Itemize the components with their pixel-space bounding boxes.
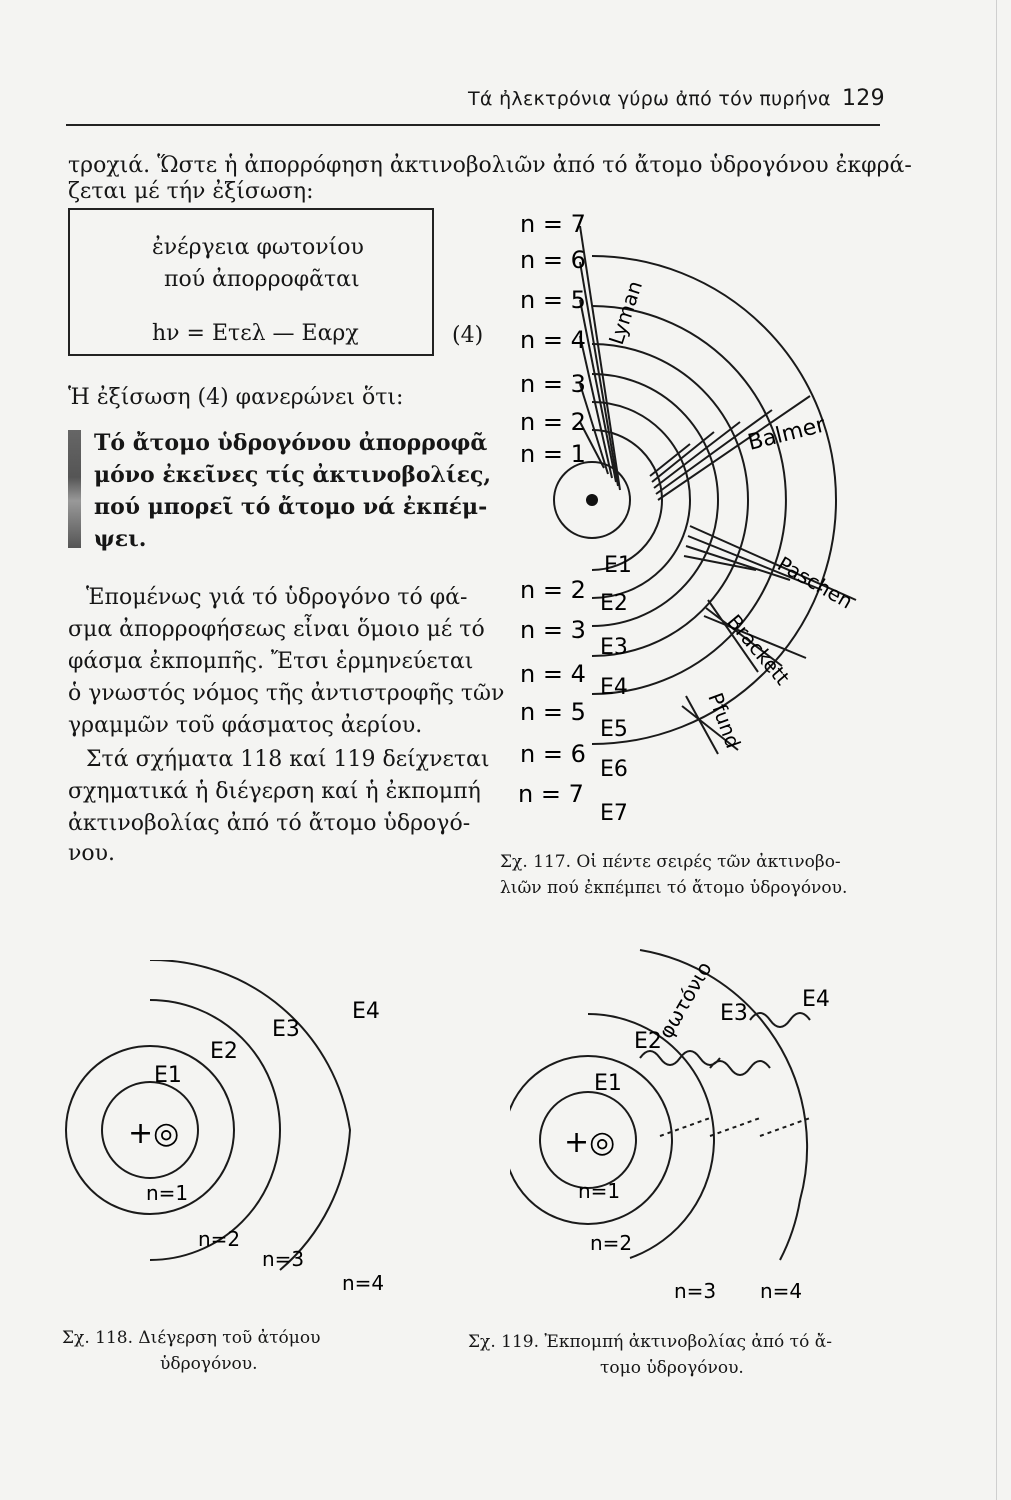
level-n1: n=1 — [578, 1179, 621, 1203]
orbit-n4 — [592, 374, 718, 626]
fig119-caption-line-1: Σχ. 119. Ἐκπομπή ἀκτινοβολίας ἀπό τό ἄ- — [468, 1332, 832, 1352]
fig117-caption-line-1: Σχ. 117. Οἱ πέντε σειρές τῶν ἀκτινοβο- — [500, 852, 841, 872]
level-n3: n=3 — [262, 1247, 305, 1271]
energy-e6: E6 — [600, 757, 628, 782]
level-upper-1: n = 1 — [520, 440, 586, 468]
header-rule — [66, 124, 880, 126]
level-n2: n=2 — [198, 1227, 241, 1251]
nucleus-label: +◎ — [128, 1116, 180, 1151]
level-n2: n=2 — [590, 1231, 633, 1255]
series-paschen: Paschen — [773, 551, 857, 614]
figure-117-diagram — [500, 196, 890, 836]
page-edge — [996, 0, 997, 1500]
fig119-caption-line-2: τομο ὑδρογόνου. — [600, 1358, 744, 1378]
bold-line-3: πού μπορεῖ τό ἄτομο νά ἐκπέμ- — [94, 494, 488, 520]
series-pfund: Pfund — [703, 689, 746, 752]
level-lower-2: n = 2 — [520, 576, 586, 604]
level-upper-6: n = 6 — [520, 246, 586, 274]
level-upper-3: n = 3 — [520, 370, 586, 398]
level-upper-5: n = 5 — [520, 286, 586, 314]
level-n4: n=4 — [342, 1271, 385, 1290]
level-lower-3: n = 3 — [520, 616, 586, 644]
page-number: 129 — [842, 86, 885, 111]
bold-line-1: Τό ἄτομο ὑδρογόνου ἀπορροφᾶ — [94, 430, 488, 456]
figure-118-diagram — [60, 960, 400, 1290]
orbit-n4 — [150, 960, 350, 1270]
wavy-photon — [750, 1013, 810, 1027]
statement-intro: Ἡ ἐξίσωση (4) φανερώνει ὅτι: — [68, 385, 404, 410]
energy-e4: E4 — [802, 987, 830, 1012]
energy-e1: E1 — [154, 1063, 182, 1088]
level-lower-4: n = 4 — [520, 660, 586, 688]
intro-line-2: ζεται μέ τήν ἐξίσωση: — [68, 179, 314, 204]
level-lower-6: n = 6 — [520, 740, 586, 768]
level-n1: n=1 — [146, 1181, 189, 1205]
energy-e3: E3 — [272, 1017, 300, 1042]
nucleus — [586, 494, 598, 506]
paragraph1-line-2: σμα ἀπορροφήσεως εἶναι ὅμοιο μέ τό — [68, 617, 485, 642]
level-n3: n=3 — [674, 1279, 717, 1300]
level-upper-4: n = 4 — [520, 326, 586, 354]
energy-e4: E4 — [352, 999, 380, 1024]
energy-e2: E2 — [210, 1039, 238, 1064]
fig117-caption-line-2: λιῶν πού ἐκπέμπει τό ἄτομο ὑδρογόνου. — [500, 878, 848, 898]
transition-arrow — [660, 1118, 810, 1136]
series-brackett: Brackett — [722, 609, 795, 690]
energy-e3: E3 — [720, 1001, 748, 1026]
nucleus-label: +◎ — [564, 1125, 616, 1160]
level-upper-7: n = 7 — [520, 210, 586, 238]
figure-119-diagram — [510, 940, 870, 1300]
energy-e7: E7 — [600, 801, 628, 826]
energy-e4: E4 — [600, 675, 628, 700]
photon-label: φωτόνιο — [653, 957, 717, 1043]
paragraph2-line-4: νου. — [68, 841, 115, 866]
series-lyman: Lyman — [603, 277, 648, 348]
energy-e1: E1 — [604, 553, 632, 578]
fig118-caption-line-1: Σχ. 118. Διέγερση τοῦ ἀτόμου — [62, 1328, 321, 1348]
intro-line-1: τροχιά. Ὥστε ἡ ἀπορρόφηση ἀκτινοβολιῶν ἀπό τό ἄτομο ὑδρογόνου ἐκφρά- — [68, 153, 912, 178]
paragraph2-line-1: Στά σχήματα 118 καί 119 δείχνεται — [86, 747, 490, 772]
paragraph1-line-4: ὁ γνωστός νόμος τῆς ἀντιστροφῆς τῶν — [68, 681, 505, 706]
wavy-photon — [710, 1061, 770, 1075]
level-n4: n=4 — [760, 1279, 803, 1300]
bold-line-2: μόνο ἐκεῖνες τίς ἀκτινοβολίες, — [94, 462, 492, 488]
level-upper-2: n = 2 — [520, 408, 586, 436]
level-lower-5: n = 5 — [520, 698, 586, 726]
paragraph2-line-3: ἀκτινοβολίας ἀπό τό ἄτομο ὑδρογό- — [68, 811, 471, 836]
orbit-n2 — [592, 430, 662, 570]
equation-label-2: πού ἀπορροφᾶται — [164, 267, 360, 292]
level-lower-7: n = 7 — [518, 780, 584, 808]
equation-number: (4) — [452, 323, 484, 348]
running-title: Τά ἠλεκτρόνια γύρω ἀπό τόν πυρήνα — [468, 88, 831, 110]
paragraph1-line-1: Ἑπομένως γιά τό ὑδρογόνο τό φά- — [86, 585, 468, 610]
energy-e2: E2 — [634, 1029, 662, 1054]
paragraph1-line-5: γραμμῶν τοῦ φάσματος ἀερίου. — [68, 713, 423, 738]
paragraph1-line-3: φάσμα ἐκπομπῆς. Ἔτσι ἑρμηνεύεται — [68, 649, 474, 674]
equation-label-1: ἐνέργεια φωτονίου — [152, 235, 364, 260]
fig118-caption-line-2: ὑδρογόνου. — [160, 1354, 258, 1374]
bold-line-4: ψει. — [94, 526, 147, 552]
energy-e2: E2 — [600, 591, 628, 616]
equation-formula: hν = Eτελ — Eαρχ — [152, 321, 359, 346]
highlight-bar — [68, 430, 81, 548]
paragraph2-line-2: σχηματικά ἡ διέγερση καί ἡ ἐκπομπή — [68, 779, 481, 804]
series-balmer: Balmer — [745, 412, 828, 456]
energy-e3: E3 — [600, 635, 628, 660]
energy-e5: E5 — [600, 717, 628, 742]
energy-e1: E1 — [594, 1071, 622, 1096]
balmer-line — [650, 444, 690, 476]
